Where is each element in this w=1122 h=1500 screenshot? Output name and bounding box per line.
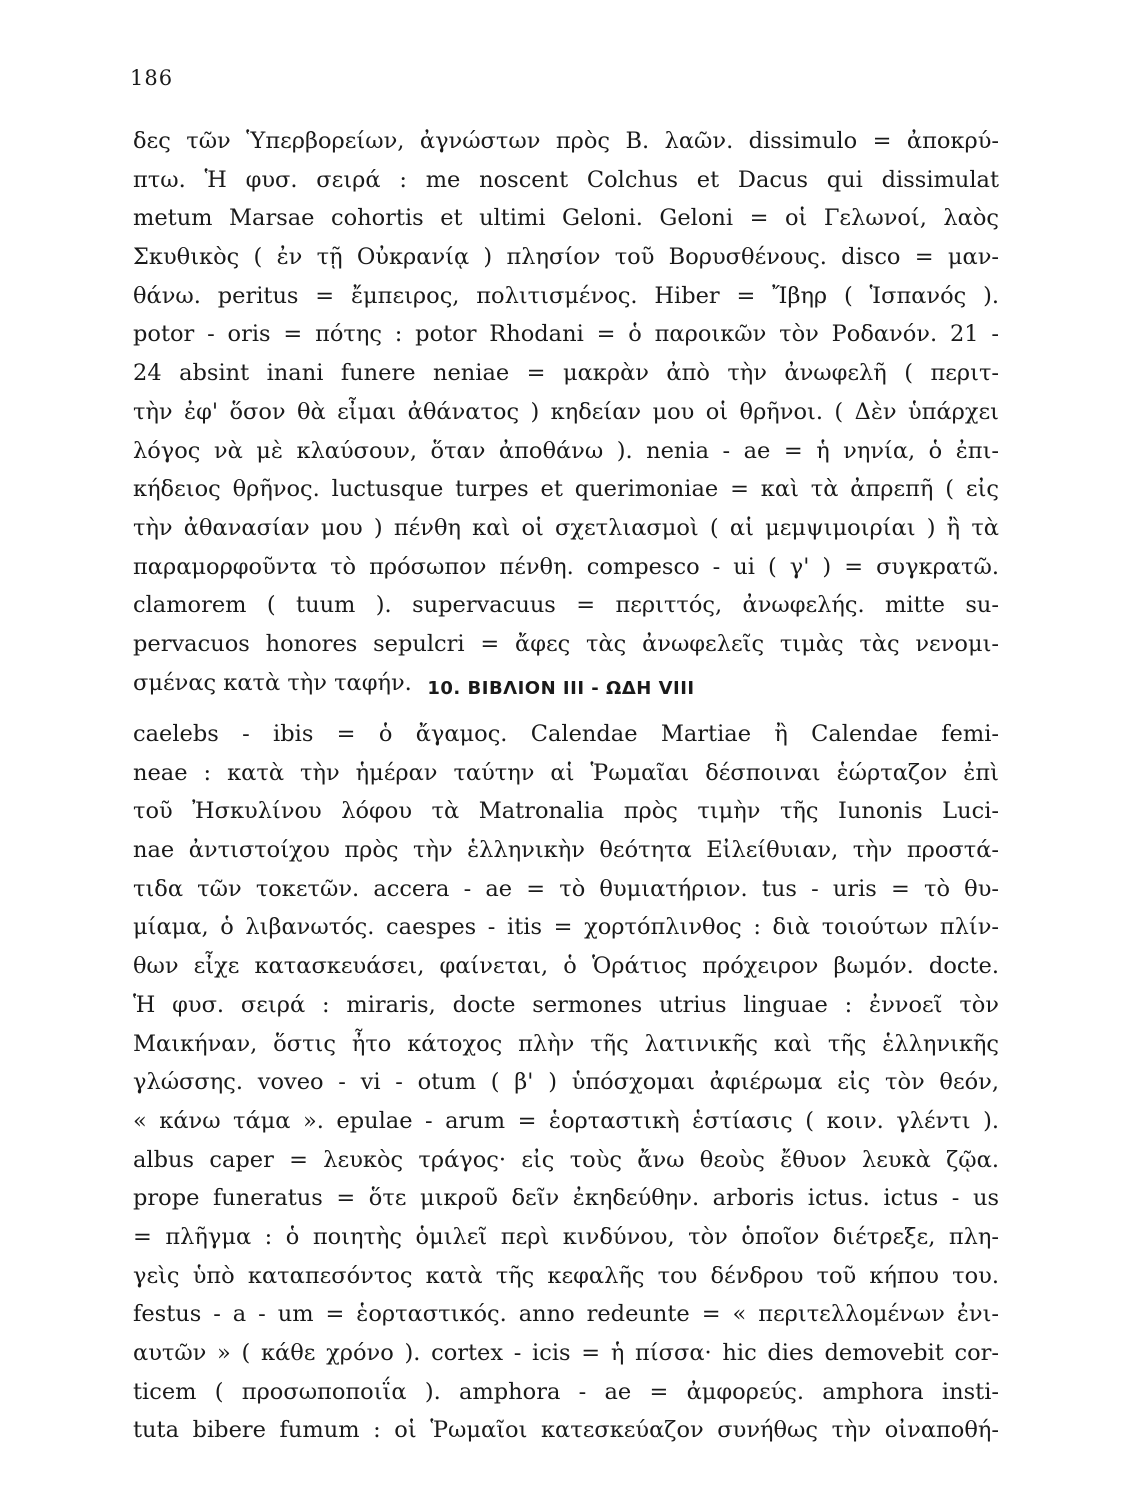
text-line: pervacuos honores sepulcri = ἄφες τὰς ἀνωφελεῖς τιμὰς τὰς νενομι- (133, 630, 999, 657)
text-line: θων εἶχε κατασκευάσει, φαίνεται, ὁ Ὁράτιος πρόχειρον βωμόν. docte. (133, 953, 999, 980)
text-line: prope funeratus = ὅτε μικροῦ δεῖν ἐκηδεύθην. arboris ictus. ictus - us (133, 1185, 999, 1212)
text-line: = πλῆγμα : ὁ ποιητὴς ὁμιλεῖ περὶ κινδύνου, τὸν ὁποῖον διέτρεξε, πλη- (133, 1223, 999, 1250)
text-line: metum Marsae cohortis et ultimi Geloni. Geloni = οἱ Γελωνοί, λαὸς (133, 205, 999, 232)
text-line: Ἡ φυσ. σειρά : miraris, docte sermones utrius linguae : ἐννοεῖ τὸν (133, 991, 999, 1018)
text-line: caelebs - ibis = ὁ ἄγαμος. Calendae Martiae ἢ Calendae femi- (133, 721, 999, 747)
text-line: πτω. Ἡ φυσ. σειρά : me noscent Colchus et Dacus qui dissimulat (133, 166, 999, 193)
commentary-block-1 (133, 122, 999, 702)
commentary-block-2 (133, 715, 999, 1450)
text-line: festus - a - um = ἑορταστικός. anno redeunte = « περιτελλομένων ἐνι- (133, 1301, 999, 1328)
text-line: ticem ( προσωποποιΐα ). amphora - ae = ἀμφορεύς. amphora insti- (133, 1378, 999, 1405)
text-line: κήδειος θρῆνος. luctusque turpes et querimoniae = καὶ τὰ ἀπρεπῆ ( εἰς (133, 476, 999, 503)
text-line: γλώσσης. voveo - vi - otum ( β' ) ὑπόσχομαι ἀφιέρωμα εἰς τὸν θεόν, (133, 1069, 999, 1096)
text-line: σμένας κατὰ τὴν ταφήν. (133, 669, 412, 696)
text-line: παραμορφοῦντα τὸ πρόσωπον πένθη. compesco - ui ( γ' ) = συγκρατῶ. (133, 553, 999, 580)
text-line: τιδα τῶν τοκετῶν. accera - ae = τὸ θυμιατήριον. tus - uris = τὸ θυ- (133, 875, 999, 902)
text-line: neae : κατὰ τὴν ἡμέραν ταύτην αἱ Ῥωμαῖαι δέσποιναι ἑώρταζον ἐπὶ (133, 759, 999, 786)
page-number: 186 (130, 66, 174, 90)
text-line: Μαικήναν, ὅστις ἦτο κάτοχος πλὴν τῆς λατινικῆς καὶ τῆς ἑλληνικῆς (133, 1030, 999, 1057)
text-line: λόγος νὰ μὲ κλαύσουν, ὅταν ἀποθάνω ). nenia - ae = ἡ νηνία, ὁ ἐπι- (133, 437, 999, 464)
text-line: τὴν ἀθανασίαν μου ) πένθη καὶ οἱ σχετλιασμοὶ ( αἱ μεμψιμοιρίαι ) ἢ τὰ (133, 514, 999, 541)
text-line: tuta bibere fumum : οἱ Ῥωμαῖοι κατεσκεύαζον συνήθως τὴν οἰναποθή- (133, 1417, 999, 1444)
text-line: Σκυθικὸς ( ἐν τῇ Οὐκρανίᾳ ) πλησίον τοῦ Βορυσθένους. disco = μαν- (133, 244, 999, 271)
text-line: γεὶς ὑπὸ καταπεσόντος κατὰ τῆς κεφαλῆς του δένδρου τοῦ κήπου του. (133, 1262, 999, 1289)
text-line: nae ἀντιστοίχου πρὸς τὴν ἑλληνικὴν θεότητα Εἰλείθυιαν, τὴν προστά- (133, 837, 999, 864)
section-heading: 10. ΒΙΒΛΙΟΝ III - ΩΔΗ VIII (427, 678, 695, 699)
text-line: potor - oris = πότης : potor Rhodani = ὁ παροικῶν τὸν Ροδανόν. 21 - (133, 321, 999, 348)
text-line: 24 absint inani funere neniae = μακρὰν ἀπὸ τὴν ἀνωφελῆ ( περιτ- (133, 360, 999, 387)
text-line: τὴν ἐφ' ὅσον θὰ εἶμαι ἀθάνατος ) κηδείαν μου οἱ θρῆνοι. ( Δὲν ὑπάρχει (133, 398, 999, 425)
text-line: albus caper = λευκὸς τράγος· εἰς τοὺς ἄνω θεοὺς ἔθυον λευκὰ ζῷα. (133, 1146, 999, 1173)
text-line: θάνω. peritus = ἔμπειρος, πολιτισμένος. Hiber = Ἴβηρ ( Ἱσπανός ). (133, 282, 999, 309)
text-line: δες τῶν Ὑπερβορείων, ἀγνώστων πρὸς Β. λαῶν. dissimulo = ἀποκρύ- (133, 128, 999, 154)
text-line: μίαμα, ὁ λιβανωτός. caespes - itis = χορτόπλινθος : διὰ τοιούτων πλίν- (133, 914, 999, 941)
text-line: τοῦ Ἠσκυλίνου λόφου τὰ Matronalia πρὸς τιμὴν τῆς Iunonis Luci- (133, 798, 999, 825)
text-line: « κάνω τάμα ». epulae - arum = ἑορταστικὴ ἑστίασις ( κοιν. γλέντι ). (133, 1107, 999, 1134)
text-line: clamorem ( tuum ). supervacuus = περιττός, ἀνωφελής. mitte su- (133, 592, 999, 619)
text-line: αυτῶν » ( κάθε χρόνο ). cortex - icis = ἡ πίσσα· hic dies demovebit cor- (133, 1340, 999, 1366)
